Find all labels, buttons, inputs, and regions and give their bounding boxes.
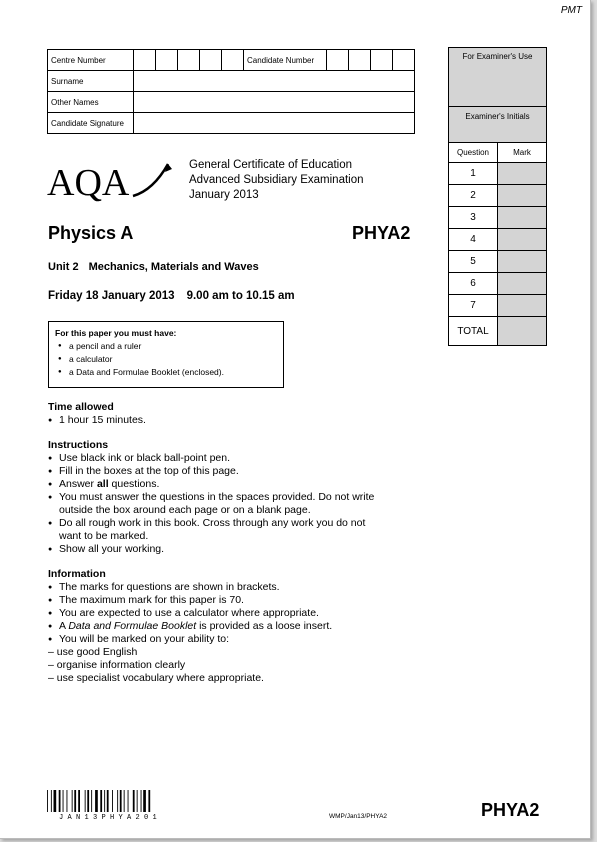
document-reference: WMP/Jan13/PHYA2: [329, 813, 388, 820]
logo-text: AQA: [47, 162, 130, 202]
examiners-use-title: For Examiner's Use: [449, 48, 547, 107]
mark-cell[interactable]: [498, 273, 547, 295]
candidate-number-label: Candidate Number: [244, 50, 327, 71]
time-allowed-item: ● 1 hour 15 minutes.: [59, 414, 146, 427]
instructions-section: [48, 439, 374, 556]
barcode-text: JAN13PHYA201: [59, 814, 162, 822]
candidate-signature-label: Candidate Signature: [48, 113, 134, 134]
instruction-item: ● Fill in the boxes at the top of this page.: [59, 465, 374, 478]
date-line: [48, 290, 307, 302]
examiners-initials-label: Examiner's Initials: [449, 107, 547, 143]
other-names-field[interactable]: [134, 92, 415, 113]
exam-date: Friday 18 January 2013: [48, 290, 175, 302]
must-have-title: For this paper you must have:: [55, 328, 177, 338]
candidate-number-cell[interactable]: [393, 50, 415, 71]
must-have-box: [48, 321, 284, 388]
unit-title: Mechanics, Materials and Waves: [88, 261, 259, 273]
time-allowed-section: [48, 401, 146, 427]
qualification-line: General Certificate of Education: [189, 159, 353, 171]
question-number: 6: [449, 273, 498, 295]
logo-swoosh-icon: [133, 164, 168, 196]
centre-number-cell[interactable]: [222, 50, 244, 71]
candidate-details-box: [47, 49, 415, 134]
aqa-logo: [47, 158, 175, 207]
question-number: 3: [449, 207, 498, 229]
candidate-signature-field[interactable]: [134, 113, 415, 134]
information-item: ● You are expected to use a calculator where appropriate.: [59, 607, 332, 620]
unit-line: [48, 261, 269, 273]
mark-header: Mark: [498, 143, 547, 163]
examination-line: Advanced Subsidiary Examination: [189, 174, 364, 186]
question-number: 5: [449, 251, 498, 273]
mark-cell[interactable]: [498, 207, 547, 229]
other-names-label: Other Names: [48, 92, 134, 113]
must-have-item: ● a pencil and a ruler: [69, 340, 283, 353]
information-item: ● You will be marked on your ability to:: [59, 633, 332, 646]
mark-cell[interactable]: [498, 229, 547, 251]
question-number: 7: [449, 295, 498, 317]
information-item: ● The marks for questions are shown in brackets.: [59, 581, 332, 594]
centre-number-cell[interactable]: [156, 50, 178, 71]
instruction-item: ● You must answer the questions in the spaces provided. Do not write: [59, 491, 374, 504]
candidate-number-cell[interactable]: [371, 50, 393, 71]
examiners-use-box: [448, 47, 547, 346]
paper-code: PHYA2: [352, 223, 411, 243]
instructions-title: Instructions: [48, 439, 109, 451]
mark-cell[interactable]: [498, 185, 547, 207]
qualification-block: [189, 158, 364, 203]
must-have-item: ● a calculator: [69, 353, 283, 366]
instruction-item-continued: outside the box around each page or on a blank page.: [59, 504, 311, 516]
instruction-item: ● Use black ink or black ball-point pen.: [59, 452, 374, 465]
information-title: Information: [48, 568, 106, 580]
mark-cell[interactable]: [498, 295, 547, 317]
mark-cell[interactable]: [498, 163, 547, 185]
subject-title: Physics A: [48, 223, 134, 243]
question-number: 1: [449, 163, 498, 185]
candidate-number-cell[interactable]: [327, 50, 349, 71]
instruction-item: ● Answer all questions.: [59, 478, 374, 491]
instruction-item: ● Show all your working.: [59, 543, 374, 556]
surname-field[interactable]: [134, 71, 415, 92]
question-number: 4: [449, 229, 498, 251]
information-section: [48, 568, 332, 685]
pmt-label: PMT: [560, 5, 582, 16]
must-have-item: ● a Data and Formulae Booklet (enclosed).: [69, 366, 283, 379]
total-label: TOTAL: [449, 317, 498, 346]
centre-number-cell[interactable]: [178, 50, 200, 71]
candidate-number-cell[interactable]: [349, 50, 371, 71]
barcode-icon: [47, 790, 187, 817]
instruction-item-continued: want to be marked.: [59, 530, 149, 542]
information-subitem: – use specialist vocabulary where appropriate.: [48, 672, 264, 684]
centre-number-cell[interactable]: [200, 50, 222, 71]
time-allowed-title: Time allowed: [48, 401, 114, 413]
total-cell[interactable]: [498, 317, 547, 346]
footer-paper-code: PHYA2: [481, 800, 540, 820]
question-header: Question: [449, 143, 498, 163]
centre-number-label: Centre Number: [48, 50, 134, 71]
session-line: January 2013: [189, 189, 259, 201]
surname-label: Surname: [48, 71, 134, 92]
information-subitem: – organise information clearly: [48, 659, 186, 671]
information-subitem: – use good English: [48, 646, 138, 658]
question-number: 2: [449, 185, 498, 207]
unit-label: Unit 2: [48, 261, 79, 273]
instruction-item: ● Do all rough work in this book. Cross through any work you do not: [59, 517, 374, 530]
information-item: ● A Data and Formulae Booklet is provided as a loose insert.: [59, 620, 332, 633]
mark-cell[interactable]: [498, 251, 547, 273]
centre-number-cell[interactable]: [134, 50, 156, 71]
exam-time: 9.00 am to 10.15 am: [186, 290, 295, 302]
information-item: ● The maximum mark for this paper is 70.: [59, 594, 332, 607]
